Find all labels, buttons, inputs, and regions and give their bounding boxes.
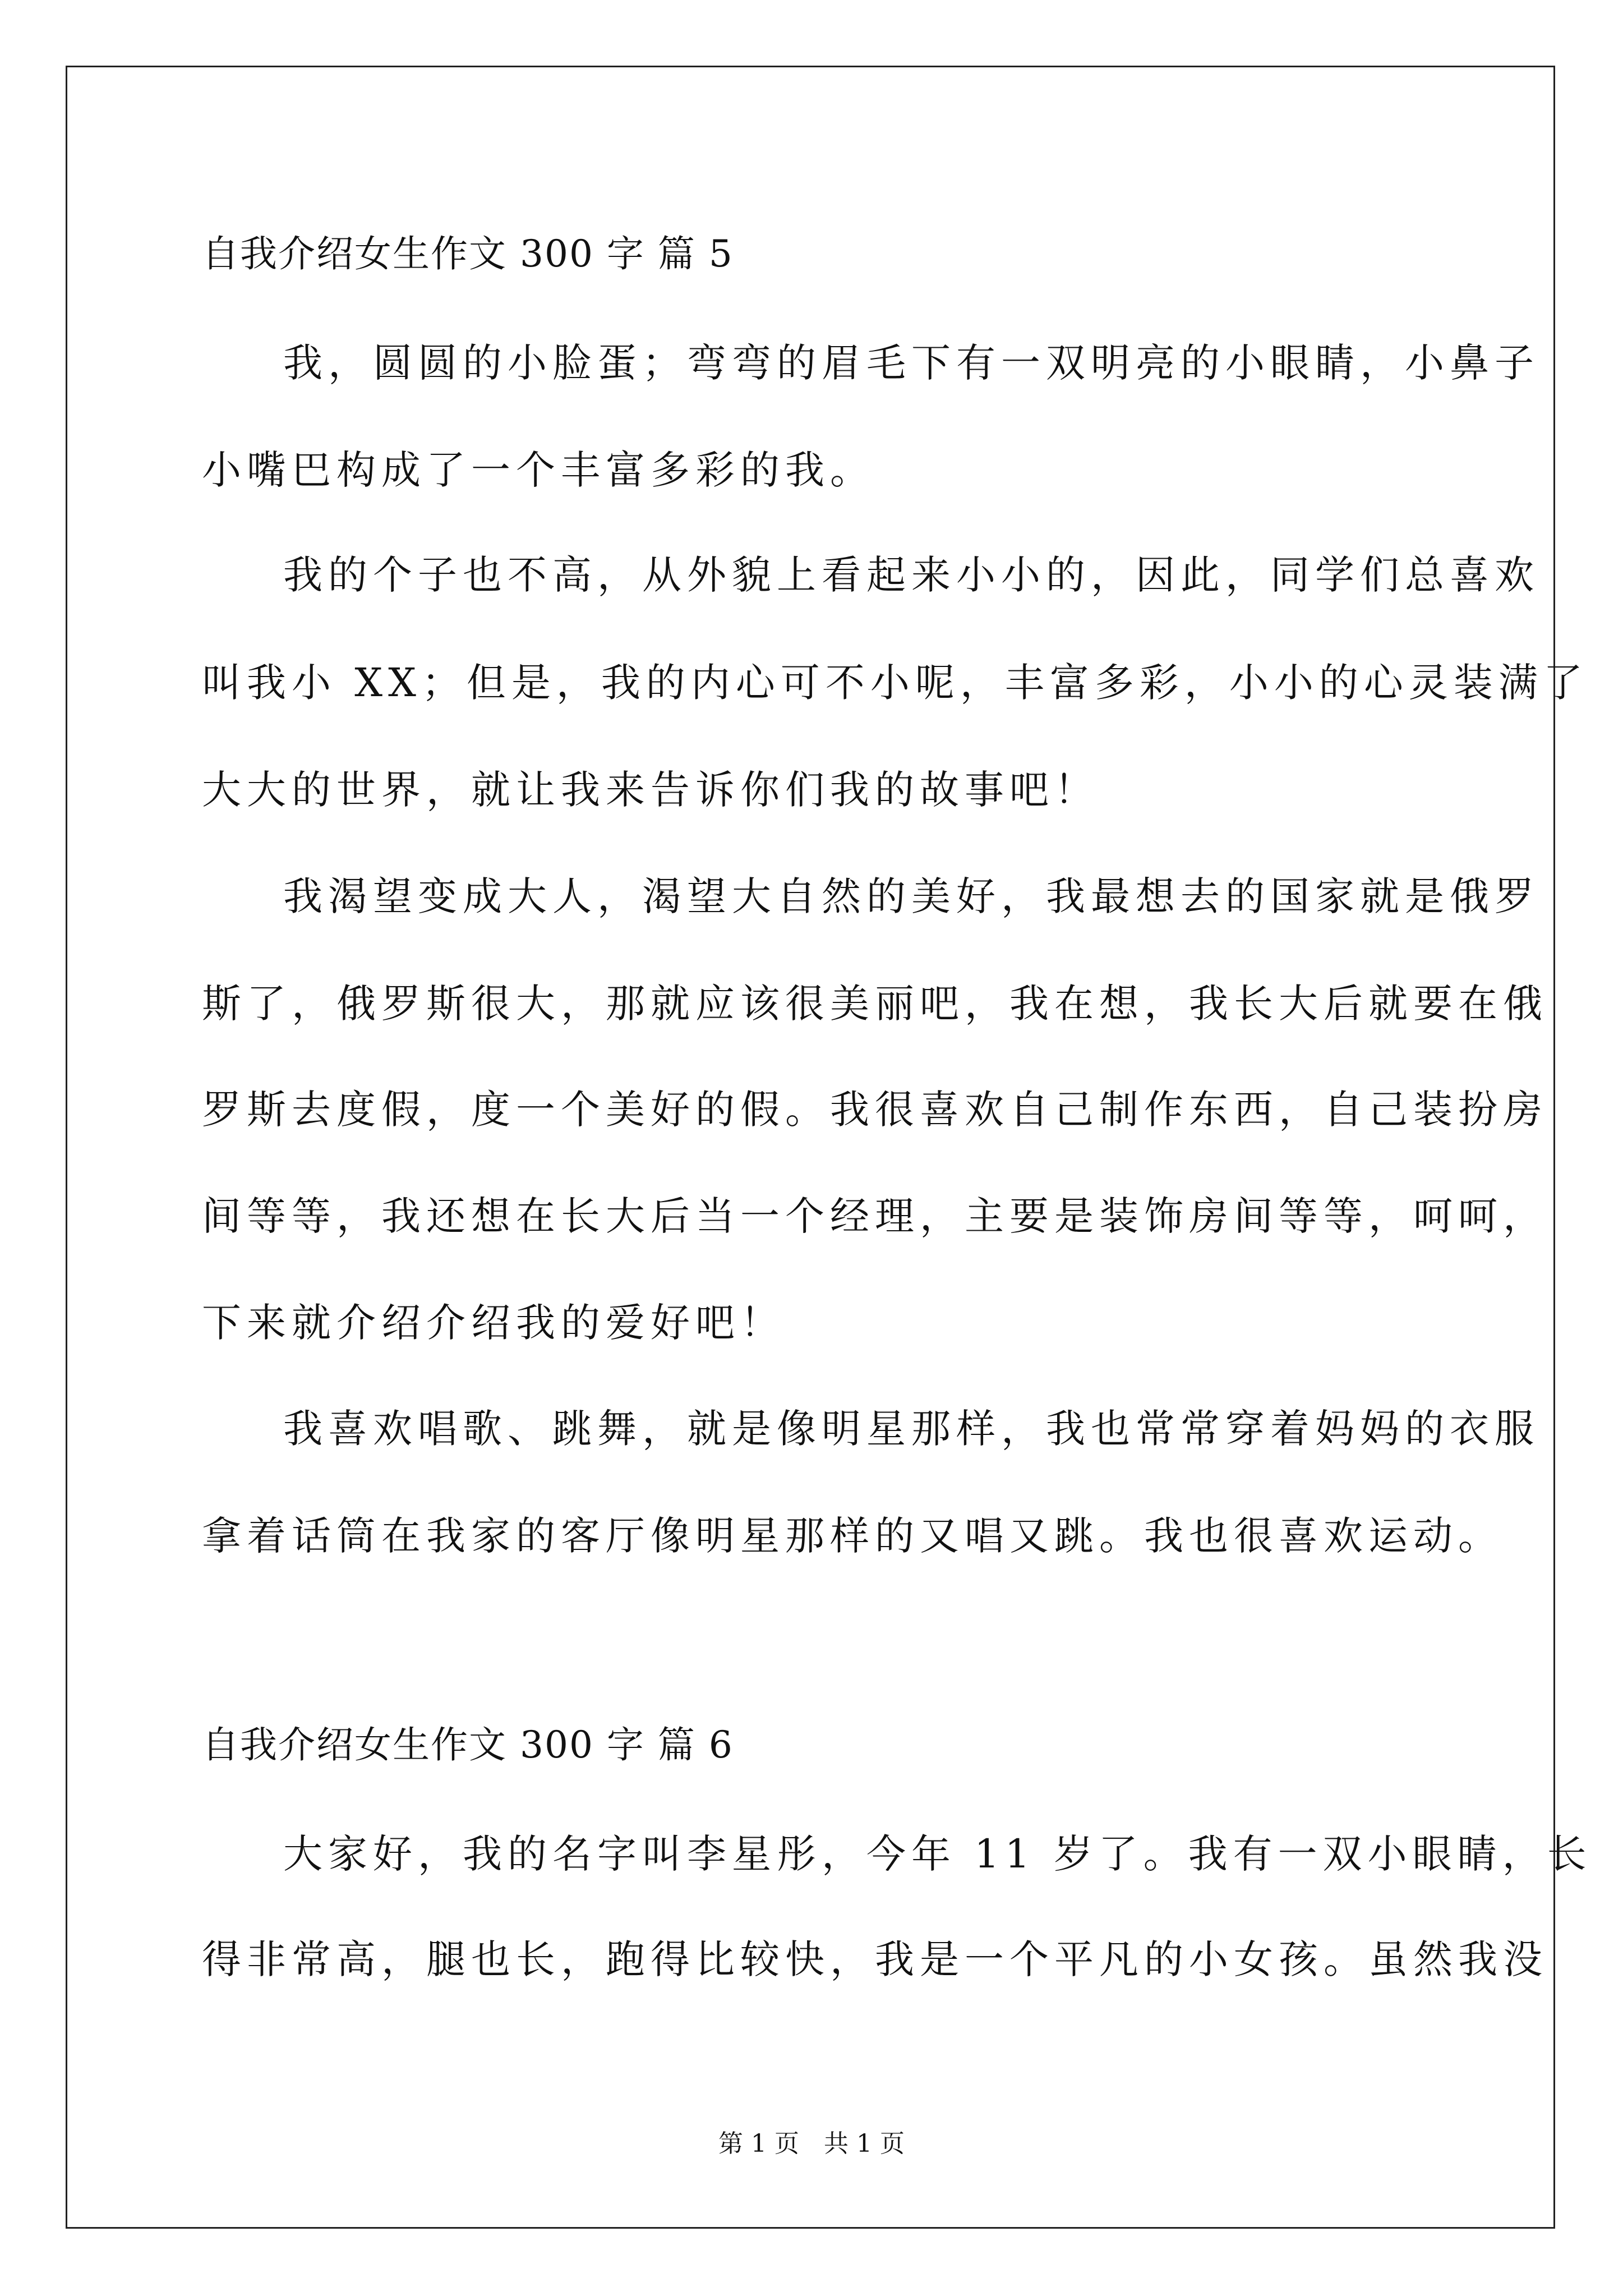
paragraph-line: 我，圆圆的小脸蛋；弯弯的眉毛下有一双明亮的小眼睛，小鼻子 (283, 340, 1539, 386)
paragraph-line: 罗斯去度假，度一个美好的假。我很喜欢自己制作东西，自己装扮房 (202, 1087, 1548, 1133)
paragraph-line: 拿着话筒在我家的客厅像明星那样的又唱又跳。我也很喜欢运动。 (202, 1513, 1503, 1559)
paragraph-line: 我渴望变成大人，渴望大自然的美好，我最想去的国家就是俄罗 (283, 873, 1539, 919)
paragraph-line: 斯了，俄罗斯很大，那就应该很美丽吧，我在想，我长大后就要在俄 (202, 981, 1548, 1027)
paragraph-line: 小嘴巴构成了一个丰富多彩的我。 (202, 447, 875, 493)
paragraph-line: 大大的世界，就让我来告诉你们我的故事吧！ (202, 767, 1099, 813)
paragraph-line: 我喜欢唱歌、跳舞，就是像明星那样，我也常常穿着妈妈的衣服 (283, 1406, 1539, 1452)
paragraph-line: 大家好，我的名字叫李星彤，今年 11 岁了。我有一双小眼睛，长 (283, 1831, 1592, 1877)
paragraph-line: 叫我小 XX；但是，我的内心可不小呢，丰富多彩，小小的心灵装满了 (202, 660, 1588, 706)
page-border (66, 66, 1555, 2229)
paragraph-line: 我的个子也不高，从外貌上看起来小小的，因此，同学们总喜欢 (283, 552, 1539, 598)
paragraph-line: 得非常高，腿也长，跑得比较快，我是一个平凡的小女孩。虽然我没 (202, 1936, 1548, 1982)
paragraph-line: 间等等，我还想在长大后当一个经理，主要是装饰房间等等，呵呵， (202, 1193, 1548, 1239)
section-heading-6: 自我介绍女生作文 300 字 篇 6 (202, 1723, 734, 1766)
page-number-footer: 第 1 页 共 1 页 (718, 2129, 905, 2158)
paragraph-line: 下来就介绍介绍我的爱好吧！ (202, 1300, 785, 1346)
section-heading-5: 自我介绍女生作文 300 字 篇 5 (202, 232, 734, 275)
